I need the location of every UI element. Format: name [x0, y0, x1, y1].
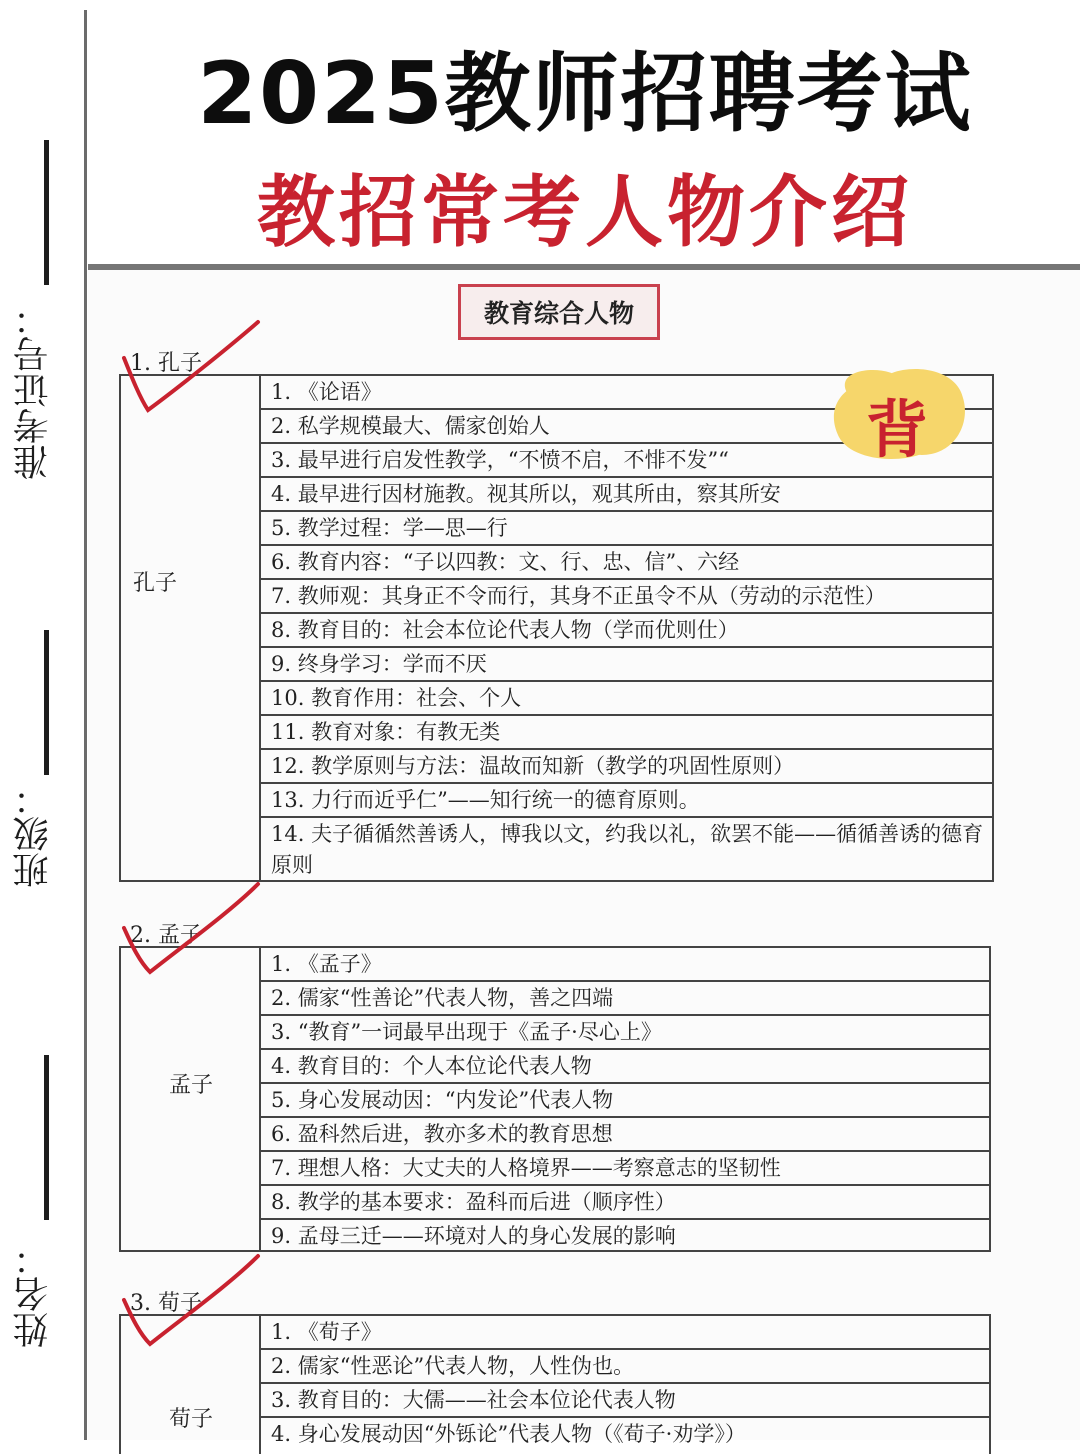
exam-id-blank	[44, 140, 49, 285]
check-mark-icon	[118, 1250, 268, 1350]
check-mark-icon	[118, 878, 268, 978]
margin-rule	[84, 10, 87, 1440]
class-blank	[44, 630, 49, 775]
list-item: 9. 终身学习：学而不厌	[261, 648, 992, 682]
list-item: 4. 身心发展动因“外铄论”代表人物（《荀子·劝学》）	[271, 1422, 746, 1446]
list-item: 2. 私学规模最大、儒家创始人	[261, 410, 992, 444]
person-heading: 1. 孔子	[130, 351, 202, 376]
class-label: 班级：	[13, 780, 54, 888]
list-item: 3. “教育”一词最早出现于《孟子·尽心上》	[261, 1016, 989, 1050]
check-mark-icon	[118, 318, 268, 418]
list-item: 1. 《论语》	[261, 376, 992, 410]
list-item: 5. 身心发展动因：“内发论”代表人物	[261, 1084, 989, 1118]
list-item: 14. 夫子循循然善诱人，博我以文，约我以礼，欲罢不能——循循善诱的德育原则	[271, 822, 984, 877]
list-item: 11. 教育对象：有教无类	[261, 716, 992, 750]
person-table-mengzi	[119, 946, 991, 1252]
section-title: 教育综合人物	[458, 284, 660, 340]
page-subtitle: 教招常考人物介绍	[256, 168, 913, 258]
name-blank	[44, 1055, 49, 1220]
list-item: 10. 教育作用：社会、个人	[261, 682, 992, 716]
list-item: 7. 教师观：其身正不令而行，其身不正虽令不从（劳动的示范性）	[261, 580, 992, 614]
list-item: 5. 教学过程：学—思—行	[261, 512, 992, 546]
page-title: 2025教师招聘考试	[197, 44, 973, 144]
name-label: 姓名：	[13, 1240, 54, 1348]
list-item: 6. 教育内容：“子以四教：文、行、忠、信”、六经	[261, 546, 992, 580]
list-item: 8. 教育目的：社会本位论代表人物（学而优则仕）	[261, 614, 992, 648]
list-item: 13. 力行而近乎仁”——知行统一的德育原则。	[261, 784, 992, 818]
list-item: 2. 儒家“性善论”代表人物，善之四端	[261, 982, 989, 1016]
list-item: 8. 教学的基本要求：盈科而后进（顺序性）	[261, 1186, 989, 1220]
person-name-cell	[121, 948, 261, 1250]
list-item: 4. 最早进行因材施教。视其所以，观其所由，察其所安	[261, 478, 992, 512]
person-heading: 3. 荀子	[130, 1291, 202, 1316]
person-name-cell	[121, 376, 261, 880]
item-list	[261, 1316, 989, 1452]
list-item: 12. 教学原则与方法：温故而知新（教学的巩固性原则）	[261, 750, 992, 784]
list-item: 3. 教育目的：大儒——社会本位论代表人物	[261, 1384, 989, 1418]
list-item: 1. 《孟子》	[261, 948, 989, 982]
person-name: 荀子	[169, 1407, 214, 1432]
list-item: 7. 理想人格：大丈夫的人格境界——考察意志的坚韧性	[261, 1152, 989, 1186]
exam-id-label: 准考证号：	[13, 300, 54, 480]
list-item: 3. 最早进行启发性教学，“不愤不启，不悱不发”“	[261, 444, 992, 478]
stamp-text: 背	[866, 393, 929, 466]
person-name: 孔子	[133, 571, 178, 596]
person-name: 孟子	[169, 1073, 214, 1098]
list-item: 9. 孟母三迁——环境对人的身心发展的影响	[271, 1224, 676, 1248]
list-item: 6. 盈科然后进，教亦多术的教育思想	[261, 1118, 989, 1152]
list-item: 4. 教育目的：个人本位论代表人物	[261, 1050, 989, 1084]
list-item: 1. 《荀子》	[261, 1316, 989, 1350]
list-item: 2. 儒家“性恶论”代表人物，人性伪也。	[261, 1350, 989, 1384]
item-list	[261, 948, 989, 1254]
person-heading: 2. 孟子	[130, 923, 202, 948]
